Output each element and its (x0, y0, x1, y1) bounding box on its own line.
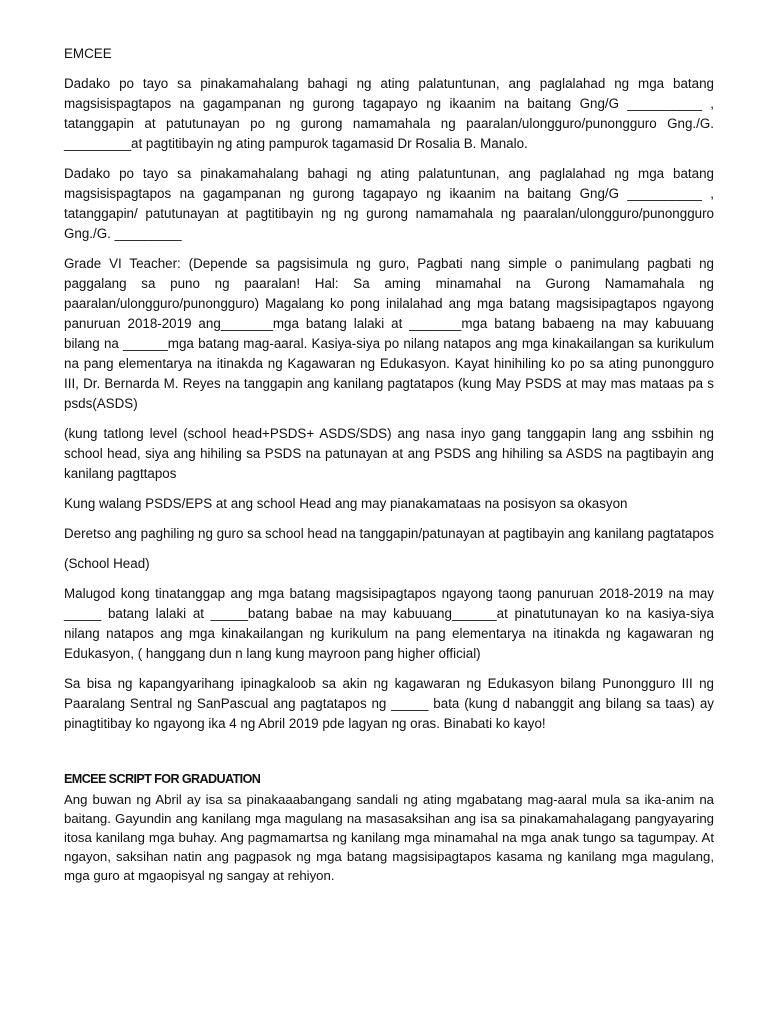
paragraph-8: Malugod kong tinatanggap ang mga batang magsisipagtapos ngayong taong panuruan 2018-2019 na may _____ batang lalaki at _____batang babae na may kabuuang______at pinatutunayan ko na kasiya-siya nilang natapos ang mga kinakailangan ng kurikulum na pang elementarya na itinakda ng kagawaran ng Edukasyon, ( hanggang dun n lang kung mayroon pang higher official) (64, 586, 714, 661)
paragraph-6: Deretso ang paghiling ng guro sa school head na tanggapin/patunayan at pagtibayin ang kanilang pagtatapos (64, 526, 714, 541)
paragraph-3: Grade VI Teacher: (Depende sa pagsisimula ng guro, Pagbati nang simple o panimulang pagbati ng paggalang sa puno ng paaralan! Hal: Sa aming minamahal na Gurong Namamahala ng paaralan/ulongguro/punongguro) Magalang ko pong inilalahad ang mga batang magsisipagtapos ngayong panuruan 2018-2019 ang_______mga batang lalaki at _______mga batang babaeng na may kabuuang bilang na ______mga batang mag-aaral. Kasiya-siya po nilang natapos ang mga kinakailangan sa kurikulum na pang elementarya na itinakda ng Kagawaran ng Edukasyon. Kayat hinihiling ko po sa ating punongguro III, Dr. Bernarda M. Reyes na tanggapin ang kanilang pagtatapos (kung May PSDS at may mas mataas pa s psds(ASDS) (64, 256, 714, 411)
paragraph-9: Sa bisa ng kapangyarihang ipinagkaloob sa akin ng kagawaran ng Edukasyon bilang Punongguro III ng Paaralang Sentral ng SanPascual ang pagtatapos ng _____ bata (kung d nabanggit ang bilang sa taas) ay pinagtitibay ko ngayong ika 4 ng Abril 2019 pde lagyan ng oras. Binabati ko kayo! (64, 676, 714, 731)
paragraph-4: (kung tatlong level (school head+PSDS+ ASDS/SDS) ang nasa inyo gang tanggapin lang ang ssbihin ng school head, siya ang hihiling sa PSDS na patunayan at ang PSDS ang hihiling sa ASDS na pagtibayin ang kanilang pagttapos (64, 426, 714, 481)
heading-emcee: EMCEE (64, 46, 112, 61)
paragraph-5: Kung walang PSDS/EPS at ang school Head ang may pianakamataas na posisyon sa okasyon (64, 496, 628, 511)
script-heading: EMCEE SCRIPT FOR GRADUATION (64, 772, 261, 786)
paragraph-1: Dadako po tayo sa pinakamahalang bahagi ng ating palatuntunan, ang paglalahad ng mga batang magsisispagtapos na gagampanan ng gurong tagapayo ng ikaanim na baitang Gng/G __________ , tatanggapin at patutunayan po ng gurong namamahala ng paaralan/ulongguro/punongguro Gng./G. _________at pagtitibayin ng ating pampurok tagamasid Dr Rosalia B. Manalo. (64, 76, 714, 151)
paragraph-2: Dadako po tayo sa pinakamahalang bahagi ng ating palatuntunan, ang paglalahad ng mga batang magsisispagtapos na gagampanan ng gurong tagapayo ng ikaanim na baitang Gng/G __________ , tatanggapin/ patutunayan at pagtitibayin ng ng gurong namamahala ng paaralan/ulongguro/punongguro Gng./G. _________ (64, 166, 714, 241)
paragraph-7: (School Head) (64, 556, 150, 571)
section-spacer (64, 744, 714, 770)
script-paragraph: Ang buwan ng Abril ay isa sa pinakaaabangang sandali ng ating mgabatang mag-aaral mula sa ika-anim na baitang. Gayundin ang kanilang mga magulang na masasaksihan ang isa sa pinakamahalagang pangyayaring itosa kanilang mga buhay. Ang pagmamartsa ng kanilang mga minamahal na mga anak tungo sa tagumpay. At ngayon, saksihan natin ang pagpasok ng mga batang magsisipagtapos kasama ng kanilang mga magulang, mga guro at mgaopisyal ng sangay at rehiyon. (64, 792, 714, 883)
